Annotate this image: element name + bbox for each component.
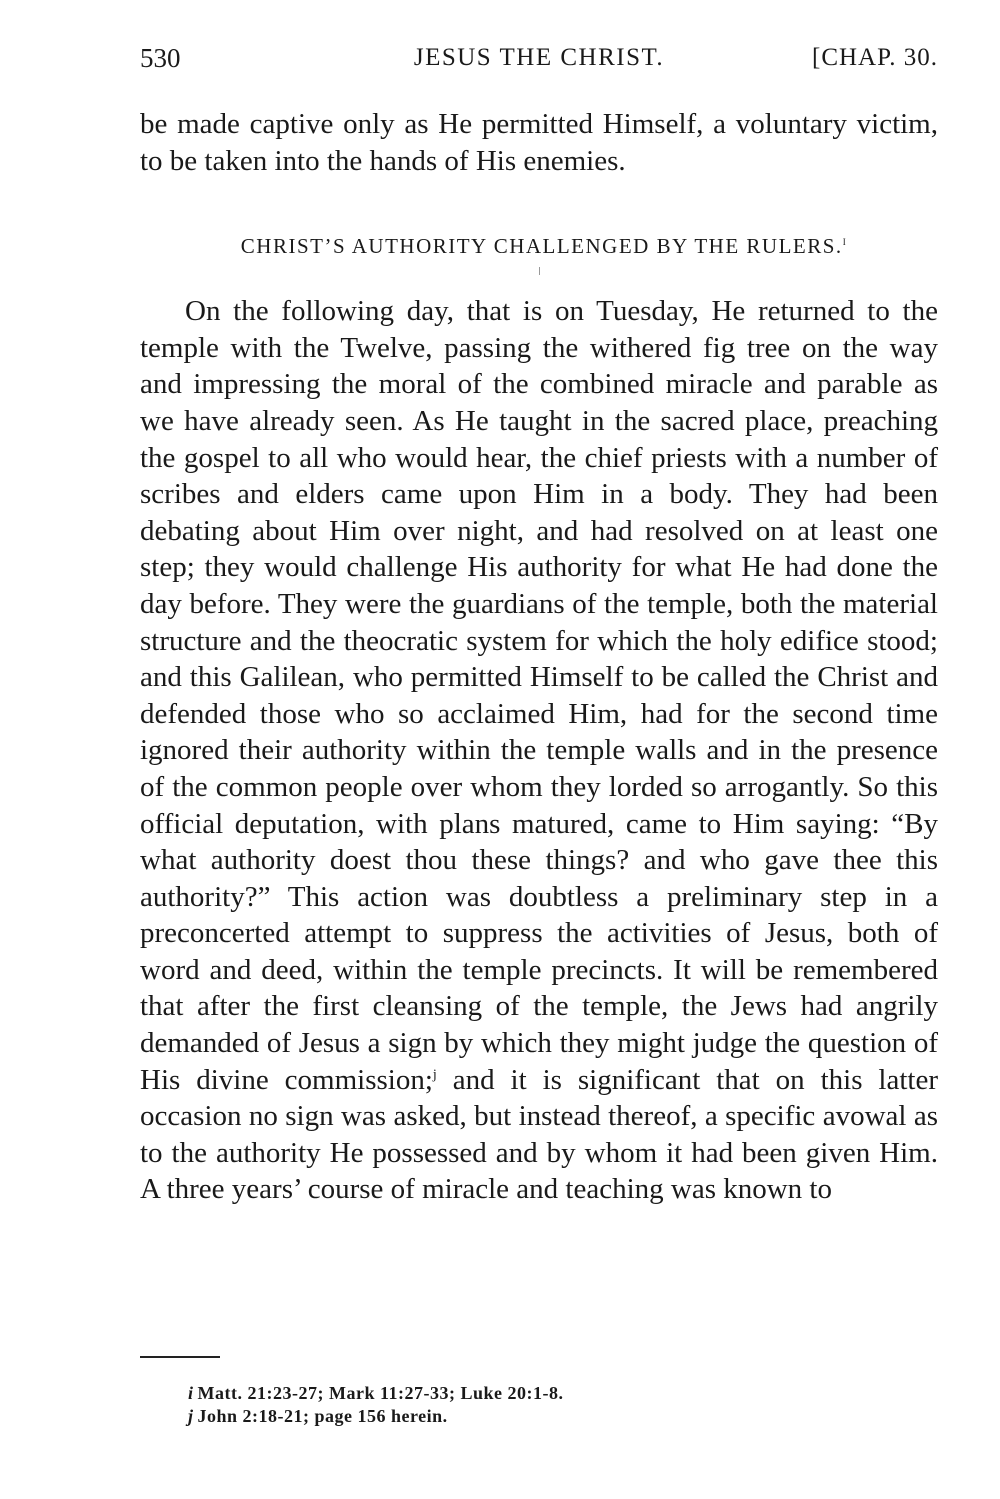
footnote-text: Matt. 21:23-27; Mark 11:27-33; Luke 20:1-8.	[197, 1383, 564, 1403]
chapter-label: [CHAP. 30.	[812, 44, 938, 71]
footnotes	[188, 1382, 563, 1428]
section-body-paragraph	[140, 293, 938, 1208]
footnote-mark: j	[188, 1406, 194, 1426]
book-title: JESUS THE CHRIST.	[413, 44, 665, 71]
section-heading	[180, 233, 908, 259]
footnote-ref-i: i	[842, 233, 848, 249]
book-page	[140, 40, 938, 1237]
heading-ornament	[539, 267, 540, 275]
page-number: 530	[140, 43, 181, 73]
section-heading-text: CHRIST’S AUTHORITY CHALLENGED BY THE RULERS.	[240, 234, 843, 259]
footnote-ref-j: j	[432, 1067, 437, 1082]
footnote-j	[188, 1405, 563, 1428]
footnote-i	[188, 1382, 563, 1405]
footnote-mark: i	[188, 1383, 194, 1403]
footnote-text: John 2:18-21; page 156 herein.	[197, 1406, 448, 1426]
continued-paragraph: be made captive only as He permitted Himself, a voluntary victim, to be taken into the hands of His enemies.	[140, 108, 938, 177]
running-head	[140, 40, 938, 76]
body-text-part-1: On the following day, that is on Tuesday, He returned to the temple with the Twelve, passing the withered fig tree on the way and impressing the moral of the combined miracle and parable as we have already seen. As He taught in the sacred place, preaching the gospel to all who would hear, the chief priests with a number of scribes and elders came upon Him in a body. They had been debating about Him over night, and had resolved on at least one step; they would challenge His authority for what He had done the day before. They were the guardians of the temple, both the material structure and the theocratic system for which the holy edifice stood; and this Galilean, who permitted Himself to be called the Christ and defended those who so acclaimed Him, had for the second time ignored their authority within the temple walls and in the presence of the common people over whom they lorded so arrogantly. So this official deputation, with plans matured, came to Him saying: “By what authority doest thou these things? and who gave thee this authority?” This action was doubtless a preliminary step in a preconcerted attempt to suppress the activities of Jesus, both of word and deed, within the temple precincts. It will be remembered that after the first cleansing of the temple, the Jews had angrily demanded of Jesus a sign by which they might judge the question of His divine commission;	[140, 295, 938, 1096]
body-text-part-2: and it is significant that on this latter occasion no sign was asked, but instead thereof, a specific avowal as to the authority He possessed and by whom it had been given Him. A three years’ course of miracle and teaching was known to	[140, 1063, 939, 1206]
footnote-rule	[140, 1356, 220, 1358]
